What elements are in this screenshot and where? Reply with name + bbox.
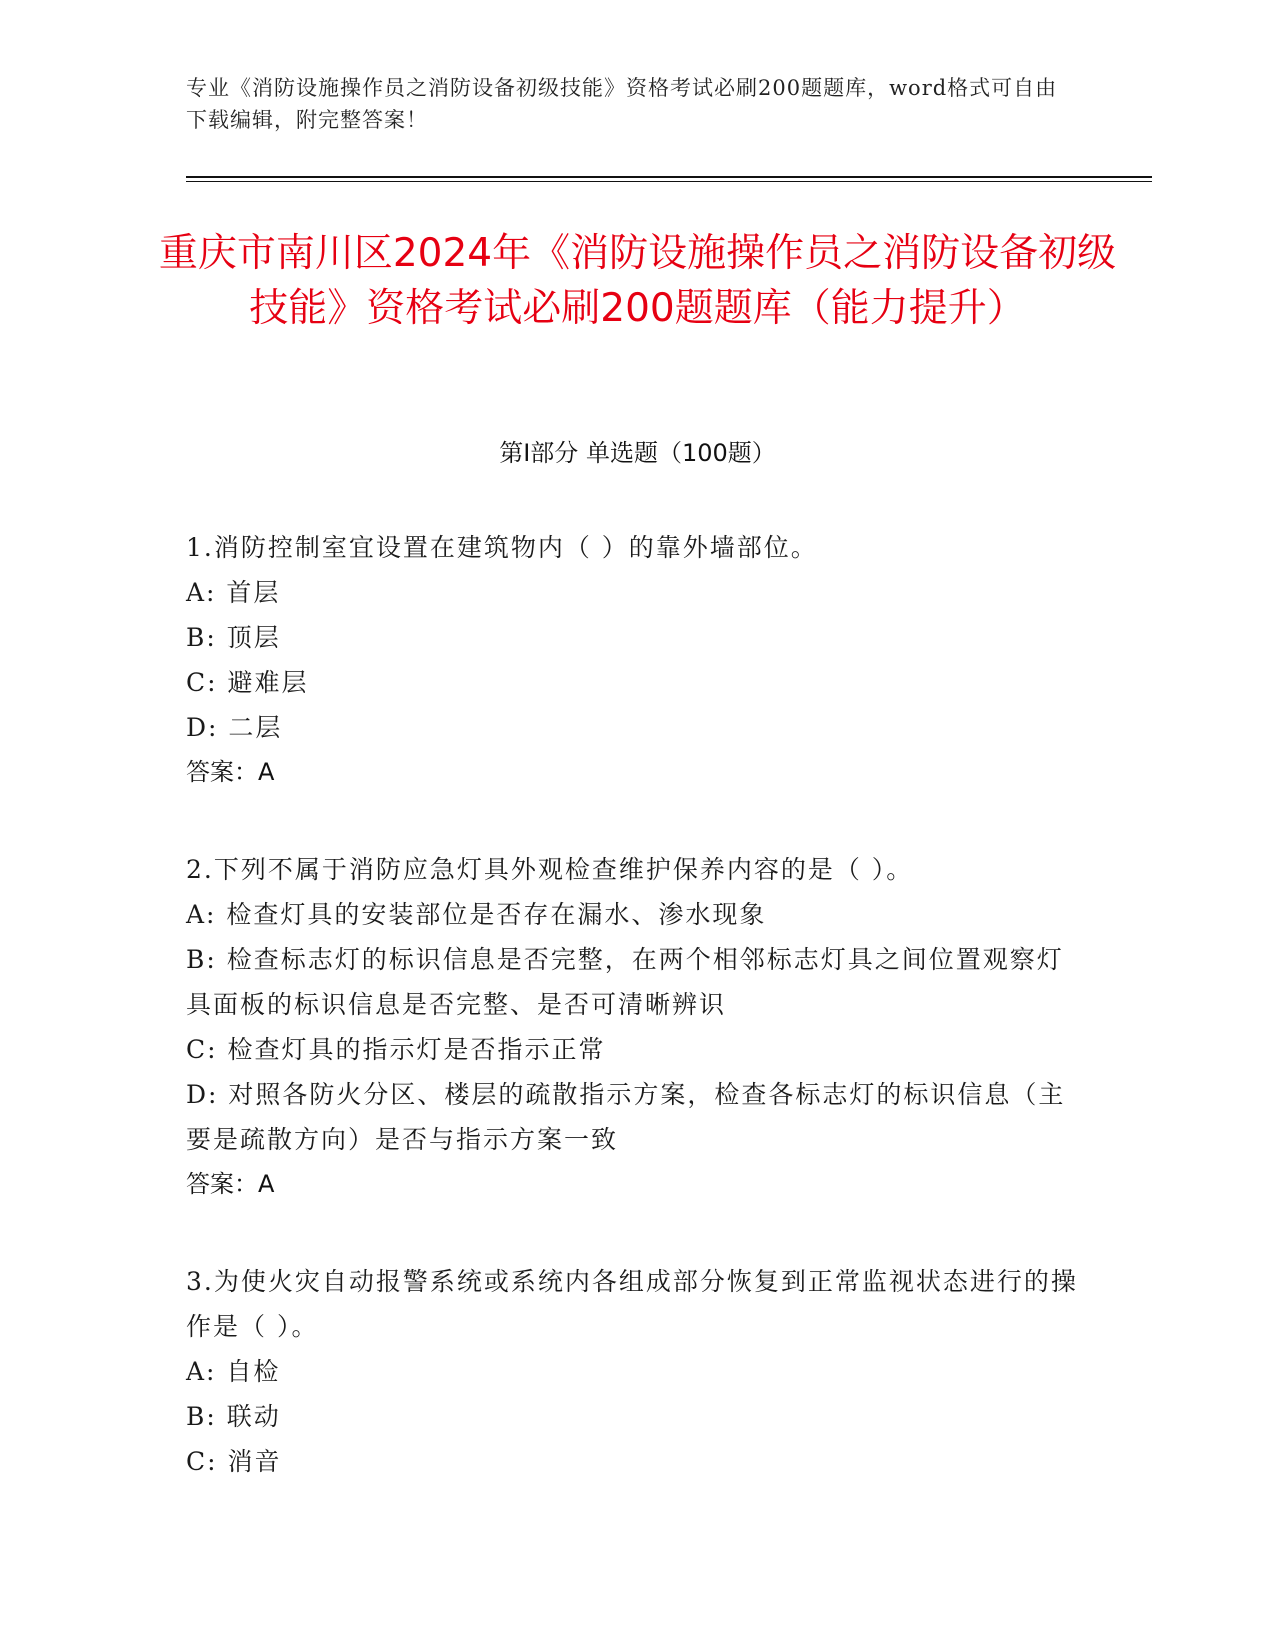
header-note: 专业《消防设施操作员之消防设备初级技能》资格考试必刷200题题库，word格式可自由下载编辑，附完整答案！: [186, 76, 1058, 132]
answer: 答案：A: [186, 1170, 275, 1198]
question-stem: 3.为使火灾自动报警系统或系统内各组成部分恢复到正常监视状态进行的操作是（ ）。: [186, 1267, 1078, 1341]
section-title: 第I部分 单选题（100题）: [499, 439, 776, 467]
option-a: A: 首层: [186, 578, 281, 607]
question-list: [186, 525, 1086, 1536]
option-c: C: 避难层: [186, 668, 309, 697]
option-d: D: 二层: [186, 713, 283, 742]
option-b: B: 检查标志灯的标识信息是否完整，在两个相邻标志灯具之间位置观察灯具面板的标识信息是否完整、是否可清晰辨识: [186, 945, 1064, 1019]
option-d: D: 对照各防火分区、楼层的疏散指示方案，检查各标志灯的标识信息（主要是疏散方向）是否与指示方案一致: [186, 1080, 1066, 1154]
option-c: C: 消音: [186, 1447, 282, 1476]
answer: 答案：A: [186, 758, 275, 786]
option-b: B: 顶层: [186, 623, 281, 652]
option-a: A: 检查灯具的安装部位是否存在漏水、渗水现象: [186, 900, 767, 929]
header-divider-thick: [186, 176, 1152, 178]
header-divider-thin: [186, 181, 1152, 182]
document-title: 重庆市南川区2024年《消防设施操作员之消防设备初级技能》资格考试必刷200题题库（能力提升）: [158, 231, 1117, 331]
option-a: A: 自检: [186, 1357, 281, 1386]
option-c: C: 检查灯具的指示灯是否指示正常: [186, 1035, 606, 1064]
option-b: B: 联动: [186, 1402, 281, 1431]
question-1: [186, 525, 1086, 795]
question-2: [186, 847, 1086, 1207]
question-stem: 2.下列不属于消防应急灯具外观检查维护保养内容的是（ ）。: [186, 855, 914, 884]
question-stem: 1.消防控制室宜设置在建筑物内（ ）的靠外墙部位。: [186, 533, 818, 562]
question-3: [186, 1259, 1086, 1484]
